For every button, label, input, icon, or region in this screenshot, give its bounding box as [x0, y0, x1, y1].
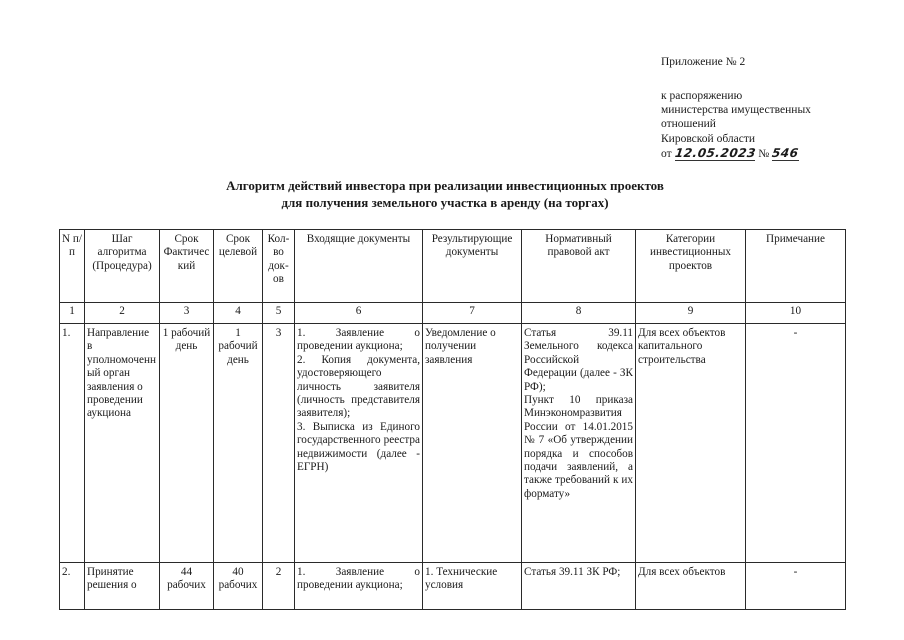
legal-act-item: Статья 39.11 Земельного кодекса Российской Федерации (далее - ЗК РФ); — [524, 327, 633, 393]
column-number: 8 — [522, 303, 636, 324]
table-row — [60, 563, 846, 610]
ref-number-prefix: № — [758, 147, 770, 160]
algorithm-table — [59, 229, 846, 610]
column-header: Категории инвестиционных проектов — [636, 230, 746, 303]
legal-act-item: Статья 39.11 ЗК РФ; — [524, 566, 621, 578]
incoming-docs-cell — [295, 324, 423, 563]
appendix-label: Приложение № 2 — [661, 56, 746, 68]
incoming-doc-item: 3. Выписка из Единого государственного реестра недвижимости (далее - ЕГРН) — [297, 420, 420, 474]
ref-from-prefix: от — [661, 147, 672, 160]
incoming-doc-item: 1. Заявление о проведении аукциона; — [297, 327, 420, 353]
table-header-row — [60, 230, 846, 303]
title-line-2: для получения земельного участка в аренду (на торгах) — [281, 194, 609, 210]
column-header: Примечание — [746, 230, 846, 303]
column-number: 1 — [60, 303, 85, 324]
row-number: 2. — [60, 563, 85, 610]
column-header: Нормативный правовой акт — [522, 230, 636, 303]
doc-count-cell: 2 — [263, 563, 295, 610]
row-number: 1. — [60, 324, 85, 563]
order-reference — [661, 89, 811, 161]
legal-act-item: Пункт 10 приказа Минэкономразвития России от 14.01.2015 № 7 «Об утверждении порядка и способов подачи заявлений, а также требований к их формату» — [524, 394, 633, 500]
column-header: Результирующие документы — [423, 230, 522, 303]
column-number: 10 — [746, 303, 846, 324]
legal-act-cell — [522, 563, 636, 610]
result-docs-cell: 1. Технические условия — [423, 563, 522, 610]
category-cell: Для всех объектов — [636, 563, 746, 610]
ref-date-line — [661, 146, 811, 161]
incoming-doc-item: 2. Копия документа, удостоверяющего личность заявителя (личность представителя заявителя); — [297, 353, 420, 420]
column-header: N п/п — [60, 230, 85, 303]
handwritten-date: 12.05.2023 — [673, 145, 757, 160]
handwritten-number: 546 — [771, 145, 800, 160]
column-number: 5 — [263, 303, 295, 324]
column-number: 9 — [636, 303, 746, 324]
ref-line: министерства имущественных — [661, 104, 811, 117]
ref-line: к распоряжению — [661, 90, 743, 102]
column-number: 4 — [214, 303, 263, 324]
incoming-doc-item: 1. Заявление о проведении аукциона; — [297, 566, 420, 592]
title-line-1: Алгоритм действий инвестора при реализации инвестиционных проектов — [226, 178, 664, 193]
column-number: 2 — [85, 303, 160, 324]
term-target-cell: 1 рабочий день — [214, 324, 263, 563]
column-number-row — [60, 303, 846, 324]
step-cell: Принятие решения о — [85, 563, 160, 610]
table-row — [60, 324, 846, 563]
note-cell: - — [746, 563, 846, 610]
result-docs-cell: Уведомление о получении заявления — [423, 324, 522, 563]
column-number: 7 — [423, 303, 522, 324]
term-fact-cell: 1 рабочий день — [160, 324, 214, 563]
category-cell: Для всех объектов капитального строительства — [636, 324, 746, 563]
document-title — [150, 178, 740, 211]
step-cell: Направление в уполномоченный орган заявления о проведении аукциона — [85, 324, 160, 563]
column-header: Кол-во док-ов — [263, 230, 295, 303]
column-number: 6 — [295, 303, 423, 324]
note-cell: - — [746, 324, 846, 563]
ref-line: отношений — [661, 118, 716, 131]
column-header: Срок Фактический — [160, 230, 214, 303]
column-header: Шаг алгоритма (Процедура) — [85, 230, 160, 303]
column-header: Входящие документы — [295, 230, 423, 303]
term-target-cell: 40 рабочих — [214, 563, 263, 610]
incoming-docs-cell — [295, 563, 423, 610]
term-fact-cell: 44 рабочих — [160, 563, 214, 610]
ref-line: Кировской области — [661, 132, 756, 145]
column-header: Срок целевой — [214, 230, 263, 303]
doc-count-cell: 3 — [263, 324, 295, 563]
legal-act-cell — [522, 324, 636, 563]
column-number: 3 — [160, 303, 214, 324]
